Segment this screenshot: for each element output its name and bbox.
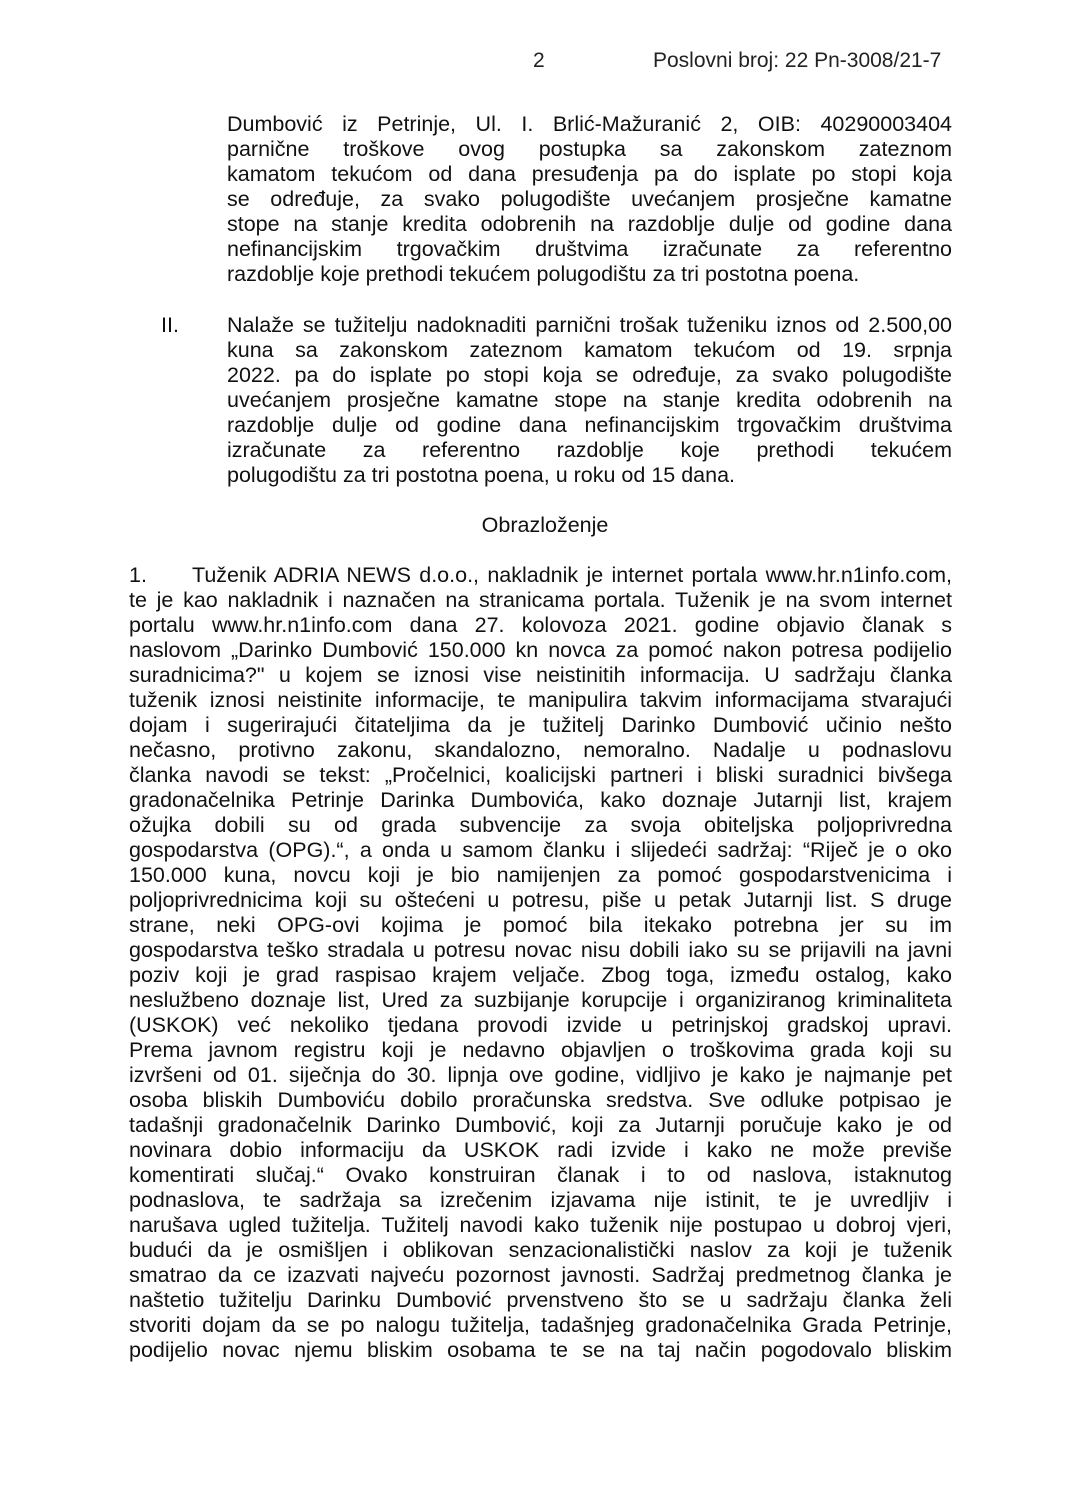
text-line: dojam i sugerirajući čitateljima da je tužitelj Darinko Dumbović učinio nešto <box>129 713 952 737</box>
text-line: 150.000 kuna, novcu koji je bio namijenjen za pomoć gospodarstvenicima i <box>129 863 952 887</box>
text-line: poziv koji je grad raspisao krajem veljače. Zbog toga, između ostalog, kako <box>129 963 952 987</box>
text-line: komentirati slučaj.“ Ovako konstruiran članak i to od naslova, istaknutog <box>129 1163 952 1187</box>
paragraph-number: 1. <box>129 563 147 587</box>
case-number: Poslovni broj: 22 Pn-3008/21-7 <box>653 49 942 72</box>
text-line: stope na stanje kredita odobrenih na razdoblje dulje od godine dana <box>227 212 952 236</box>
item-ii <box>227 313 952 488</box>
text-line: podijelio novac njemu bliskim osobama te se na taj način pogodovalo bliskim <box>129 1338 952 1362</box>
text-line: Dumbović iz Petrinje, Ul. I. Brlić-Mažuranić 2, OIB: 40290003404 <box>227 112 952 136</box>
text-line: 2022. pa do isplate po stopi koja se određuje, za svako polugodište <box>227 363 952 387</box>
text-line: strane, neki OPG-ovi kojima je pomoć bila itekako potrebna jer su im <box>129 913 952 937</box>
text-line: tuženik iznosi neistinite informacije, te manipulira takvim informacijama stvarajući <box>129 688 952 712</box>
item-i-continued <box>227 112 952 287</box>
text-line: neslužbeno doznaje list, Ured za suzbijanje korupcije i organiziranog kriminaliteta <box>129 988 952 1012</box>
section-title: Obrazloženje <box>481 513 609 537</box>
text-line: te je kao nakladnik i naznačen na stranicama portala. Tuženik je na svom internet <box>129 588 952 612</box>
text-line: budući da je osmišljen i oblikovan senzacionalistički naslov za koji je tuženik <box>129 1238 952 1262</box>
text-line: (USKOK) već nekoliko tjedana provodi izvide u petrinjskoj gradskoj upravi. <box>129 1013 952 1037</box>
text-line: podnaslova, te sadržaja sa izrečenim izjavama nije istinit, te je uvredljiv i <box>129 1188 952 1212</box>
text-line: gradonačelnika Petrinje Darinka Dumbovića, kako doznaje Jutarnji list, krajem <box>129 788 952 812</box>
text-line: tadašnji gradonačelnik Darinko Dumbović, koji za Jutarnji poručuje kako je od <box>129 1113 952 1137</box>
text-line: izvršeni od 01. siječnja do 30. lipnja ove godine, vidljivo je kako je najmanje pet <box>129 1063 952 1087</box>
text-line: polugodištu za tri postotna poena, u roku od 15 dana. <box>227 463 736 487</box>
text-line: narušava ugled tužitelja. Tužitelj navodi kako tuženik nije postupao u dobroj vjeri, <box>129 1213 952 1237</box>
text-line: naštetio tužitelju Darinku Dumbović prvenstveno što se u sadržaju članka želi <box>129 1288 952 1312</box>
text-line: naslovom „Darinko Dumbović 150.000 kn novca za pomoć nakon potresa podijelio <box>129 638 952 662</box>
text-line: osoba bliskih Dumboviću dobilo proračunska sredstva. Sve odluke potpisao je <box>129 1088 952 1112</box>
text-line: suradnicima?" u kojem se iznosi vise neistinitih informacija. U sadržaju članka <box>129 663 952 687</box>
text-line: portalu www.hr.n1info.com dana 27. kolovoza 2021. godine objavio članak s <box>129 613 952 637</box>
text-line: ožujka dobili su od grada subvencije za svoja obiteljska poljoprivredna <box>129 813 952 837</box>
item-ii-marker: II. <box>161 313 179 337</box>
text-line: nefinancijskim trgovačkim društvima izračunate za referentno <box>227 237 952 261</box>
text-line: gospodarstva (OPG).“, a onda u samom članku i slijedeći sadržaj: “Riječ je o oko <box>129 838 952 862</box>
text-line: Nalaže se tužitelju nadoknaditi parnični trošak tuženiku iznos od 2.500,00 <box>227 313 952 337</box>
paragraph-1 <box>129 563 952 1363</box>
text-line: smatrao da ce izazvati najveću pozornost javnosti. Sadržaj predmetnog članka je <box>129 1263 952 1287</box>
text-line: poljoprivrednicima koji su oštećeni u potresu, piše u petak Jutarnji list. S druge <box>129 888 952 912</box>
paragraph-line <box>129 563 952 588</box>
text-line: članka navodi se tekst: „Pročelnici, koalicijski partneri i bliski suradnici bivšega <box>129 763 952 787</box>
text-line: kuna sa zakonskom zateznom kamatom tekućom od 19. srpnja <box>227 338 952 362</box>
text-line: stvoriti dojam da se po nalogu tužitelja, tadašnjeg gradonačelnika Grada Petrinje, <box>129 1313 952 1337</box>
text-line: nečasno, protivno zakonu, skandalozno, nemoralno. Nadalje u podnaslovu <box>129 738 952 762</box>
text-line: uvećanjem prosječne kamatne stope na stanje kredita odobrenih na <box>227 388 952 412</box>
text-line: gospodarstva teško stradala u potresu novac nisu dobili iako su se prijavili na javni <box>129 938 952 962</box>
text-line: parnične troškove ovog postupka sa zakonskom zateznom <box>227 137 952 161</box>
text-line: kamatom tekućom od dana presuđenja pa do isplate po stopi koja <box>227 162 952 186</box>
paragraph-first-line: Tuženik ADRIA NEWS d.o.o., nakladnik je internet portala www.hr.n1info.com, <box>192 563 952 587</box>
text-line: Prema javnom registru koji je nedavno objavljen o troškovima grada koji su <box>129 1038 952 1062</box>
text-line: razdoblje dulje od godine dana nefinancijskim trgovačkim društvima <box>227 413 952 437</box>
text-line: izračunate za referentno razdoblje koje prethodi tekućem <box>227 438 952 462</box>
text-line: razdoblje koje prethodi tekućem polugodištu za tri postotna poena. <box>227 262 860 286</box>
text-line: novinara dobio informaciju da USKOK radi izvide i kako ne može previše <box>129 1138 952 1162</box>
page-number: 2 <box>533 49 545 72</box>
text-line: se određuje, za svako polugodište uvećanjem prosječne kamatne <box>227 187 952 211</box>
